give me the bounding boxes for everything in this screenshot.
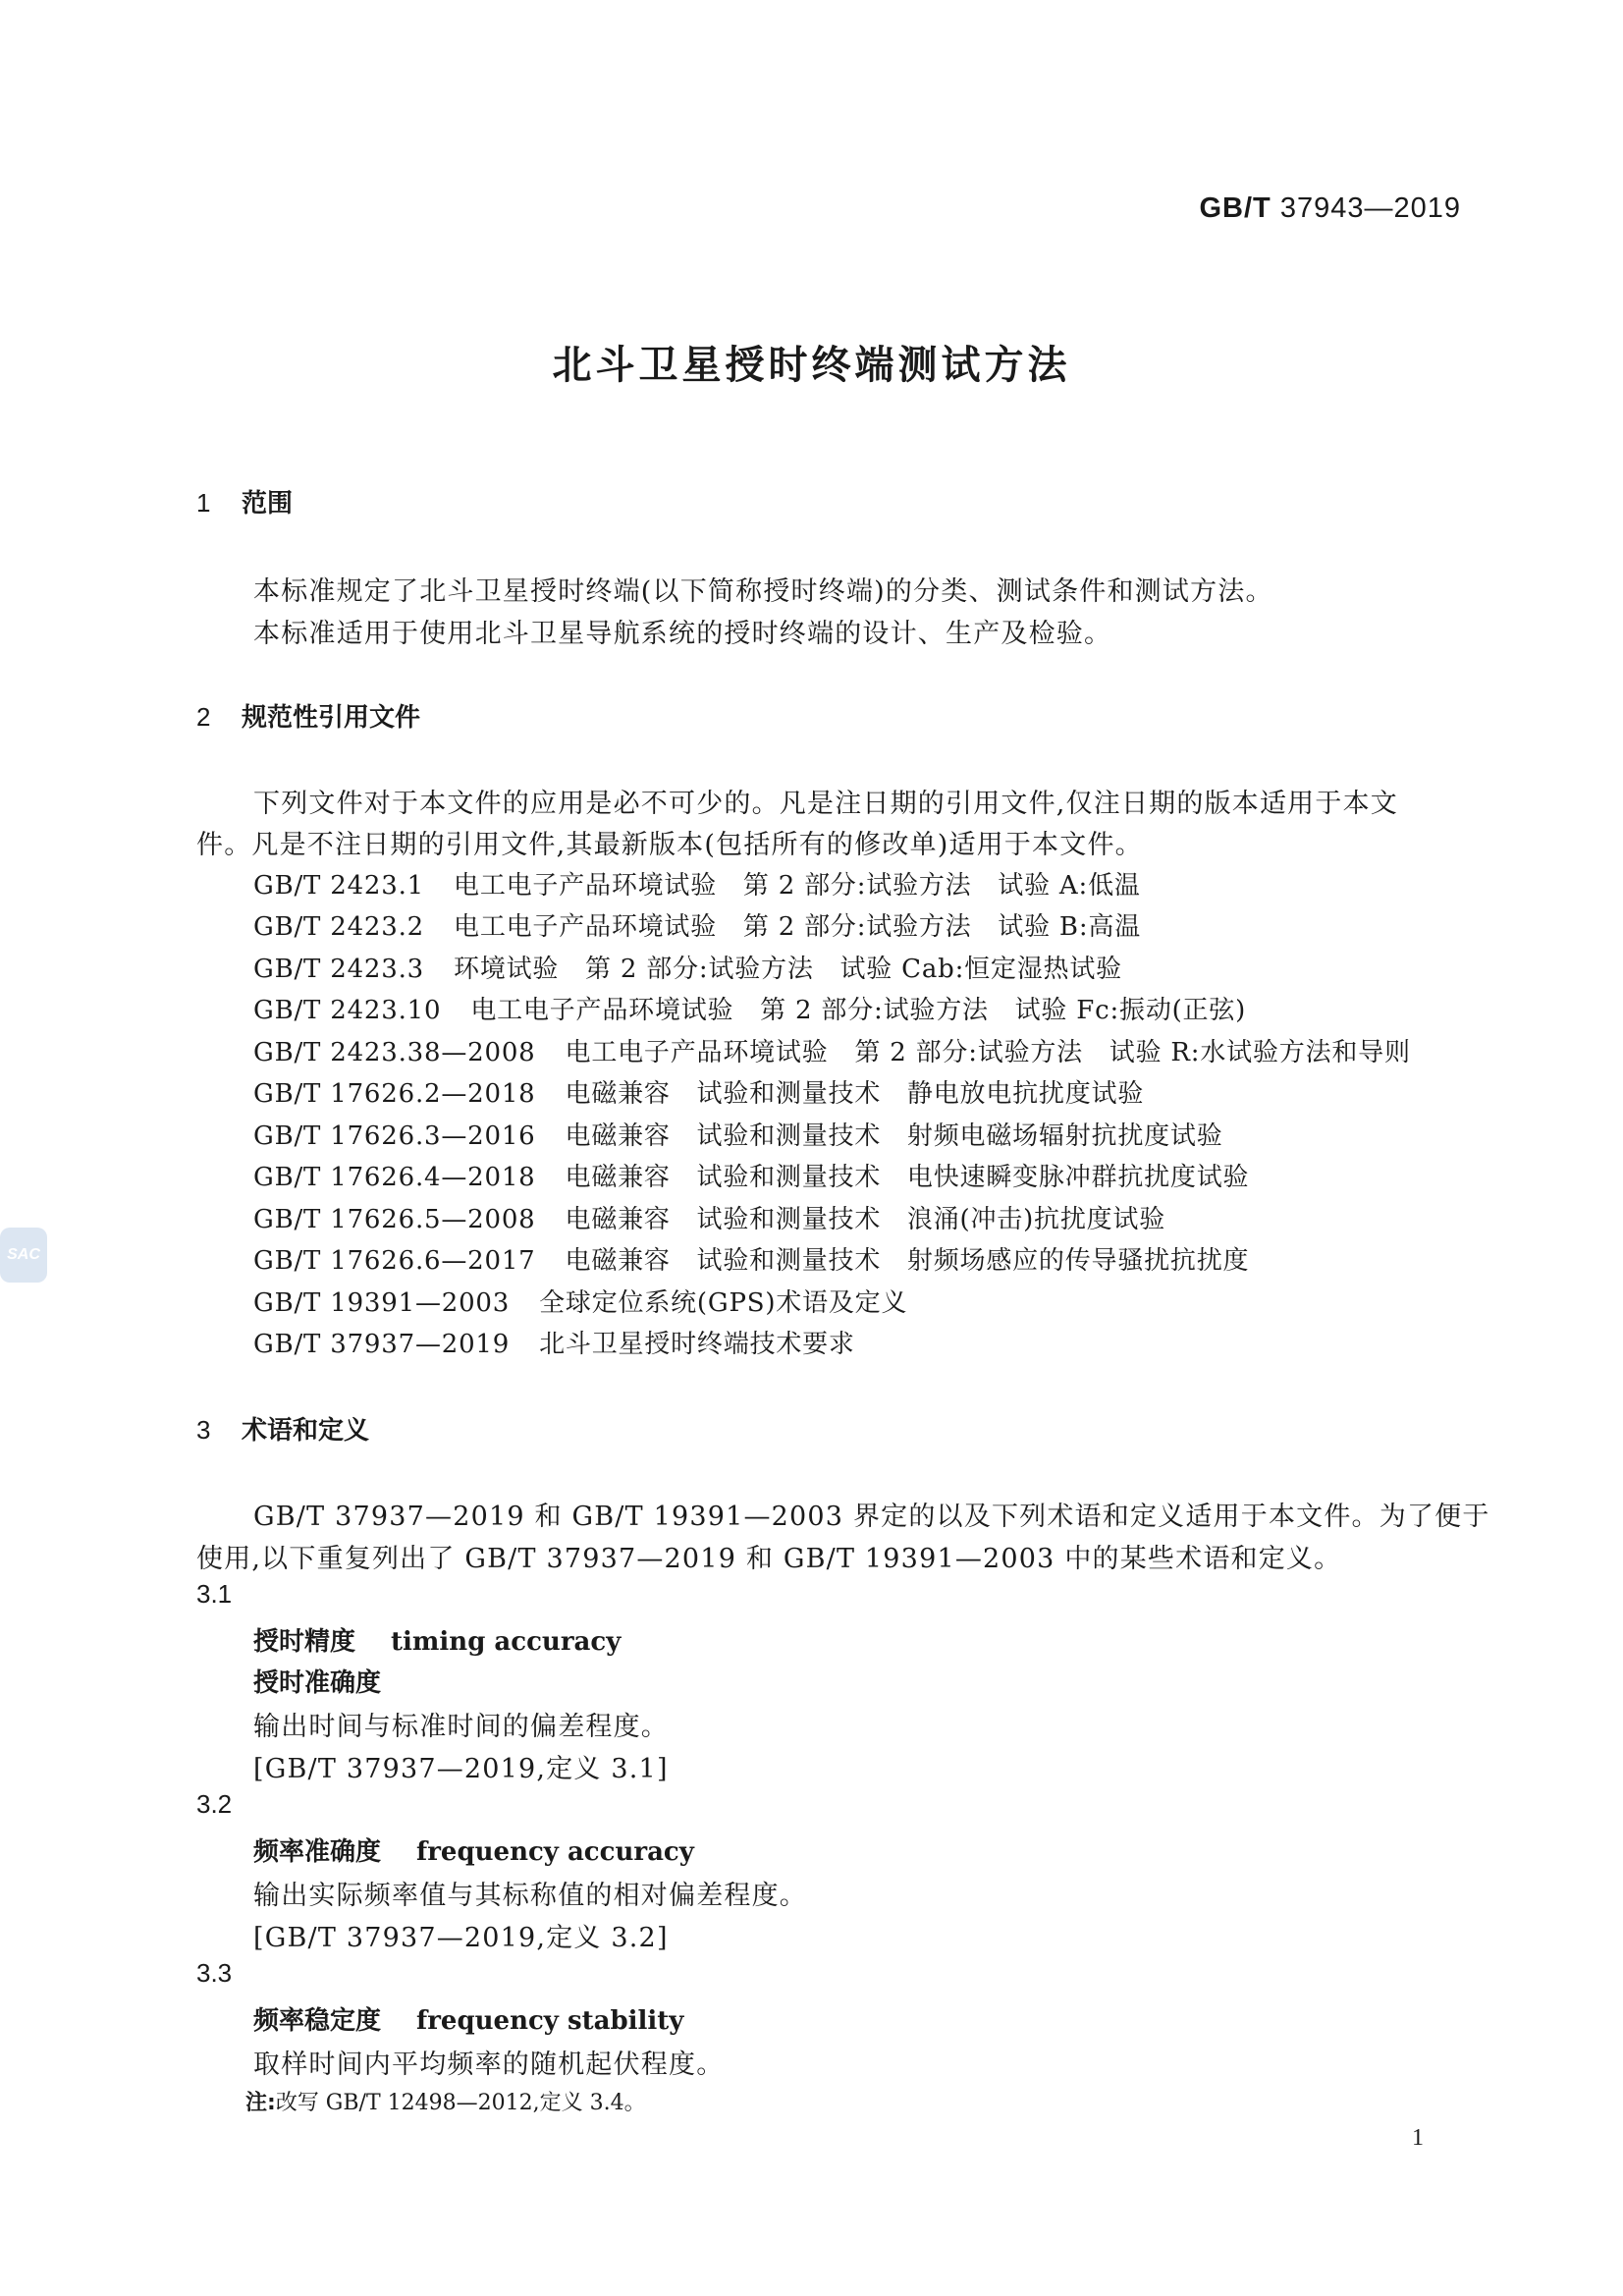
clause-number: 3.1 — [196, 1579, 233, 1609]
reference-item: GB/T 37937—2019 北斗卫星授时终端技术要求 — [253, 1330, 855, 1359]
term-source: [GB/T 37937—2019,定义 3.2] — [253, 1923, 669, 1953]
section-2-intro: 件。凡是不注日期的引用文件,其最新版本(包括所有的修改单)适用于本文件。 — [196, 830, 1143, 860]
section-3-heading: 3 术语和定义 — [196, 1415, 370, 1446]
term-heading: 频率准确度 frequency accuracy — [253, 1837, 694, 1867]
clause-number: 3.2 — [196, 1789, 233, 1819]
term-alternative: 授时准确度 — [253, 1668, 382, 1698]
section-2-heading: 2 规范性引用文件 — [196, 702, 421, 733]
section-1-heading: 1 范围 — [196, 488, 294, 519]
page-number: 1 — [1412, 2125, 1424, 2151]
clause-number: 3.3 — [196, 1958, 233, 1988]
reference-item: GB/T 17626.6—2017 电磁兼容 试验和测量技术 射频场感应的传导骚扰抗扰度 — [253, 1246, 1250, 1276]
reference-item: GB/T 2423.1 电工电子产品环境试验 第 2 部分:试验方法 试验 A:低温 — [253, 871, 1141, 901]
term-heading: 授时精度 timing accuracy — [253, 1627, 622, 1657]
term-heading: 频率稳定度 frequency stability — [253, 2006, 684, 2036]
section-2-intro: 下列文件对于本文件的应用是必不可少的。凡是注日期的引用文件,仅注日期的版本适用于本文 — [253, 789, 1398, 819]
section-3-intro: GB/T 37937—2019 和 GB/T 19391—2003 界定的以及下列术语和定义适用于本文件。为了便于 — [253, 1502, 1490, 1532]
reference-item: GB/T 17626.4—2018 电磁兼容 试验和测量技术 电快速瞬变脉冲群抗扰度试验 — [253, 1163, 1250, 1192]
sac-watermark-logo: SAC — [0, 1228, 47, 1283]
term-note: 注:改写 GB/T 12498—2012,定义 3.4。 — [245, 2091, 646, 2115]
term-definition: 取样时间内平均频率的随机起伏程度。 — [253, 2050, 725, 2080]
reference-item: GB/T 19391—2003 全球定位系统(GPS)术语及定义 — [253, 1288, 908, 1318]
section-3-intro: 使用,以下重复列出了 GB/T 37937—2019 和 GB/T 19391—2003 中的某些术语和定义。 — [196, 1544, 1342, 1574]
reference-item: GB/T 2423.38—2008 电工电子产品环境试验 第 2 部分:试验方法 试验 R:水试验方法和导则 — [253, 1038, 1411, 1067]
reference-item: GB/T 17626.2—2018 电磁兼容 试验和测量技术 静电放电抗扰度试验 — [253, 1079, 1145, 1109]
standard-prefix: GB/T — [1199, 192, 1271, 224]
term-definition: 输出实际频率值与其标称值的相对偏差程度。 — [253, 1881, 807, 1911]
term-source: [GB/T 37937—2019,定义 3.1] — [253, 1754, 669, 1784]
standard-number: 37943—2019 — [1279, 192, 1461, 224]
term-definition: 输出时间与标准时间的偏差程度。 — [253, 1712, 669, 1742]
reference-item: GB/T 2423.3 环境试验 第 2 部分:试验方法 试验 Cab:恒定湿热试验 — [253, 955, 1122, 984]
reference-item: GB/T 2423.2 电工电子产品环境试验 第 2 部分:试验方法 试验 B:高温 — [253, 912, 1141, 942]
reference-item: GB/T 17626.5—2008 电磁兼容 试验和测量技术 浪涌(冲击)抗扰度试验 — [253, 1205, 1166, 1234]
section-1-paragraph: 本标准规定了北斗卫星授时终端(以下简称授时终端)的分类、测试条件和测试方法。 — [253, 576, 1273, 607]
section-1-paragraph: 本标准适用于使用北斗卫星导航系统的授时终端的设计、生产及检验。 — [253, 619, 1112, 649]
reference-item: GB/T 17626.3—2016 电磁兼容 试验和测量技术 射频电磁场辐射抗扰度试验 — [253, 1121, 1223, 1151]
document-title: 北斗卫星授时终端测试方法 — [552, 343, 1071, 388]
reference-item: GB/T 2423.10 电工电子产品环境试验 第 2 部分:试验方法 试验 Fc:振动(正弦) — [253, 996, 1247, 1025]
standard-number-header — [1200, 192, 1462, 225]
